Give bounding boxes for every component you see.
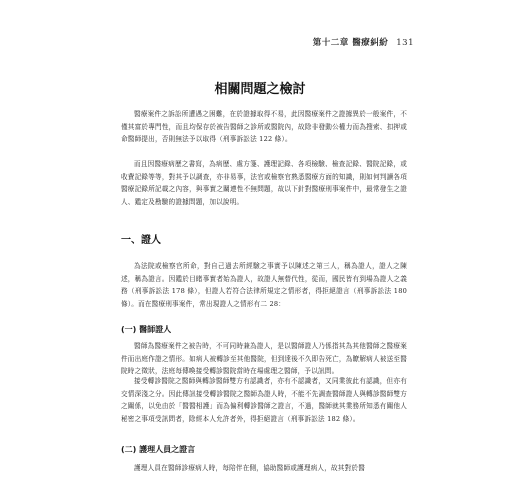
paragraph-physician-relationship: 接受轉診醫院之醫師與轉診醫師雙方有認識者，亦有不認識者，又同業彼此有認識，但亦有交情深淺之分。因此傳訊接受轉診醫院之醫師為證人時，不能不先調查醫師證人與轉診醫師雙方之關係，以免由於「醫醫相護」而為偏利轉診醫師之證言，不過，醫師就其業務所知悉有關他人秘密之事項受訊問者，除經本人允許者外，得拒絕證言（刑事訴訟法 182 條）。 <box>121 377 407 423</box>
paragraph-witness-definition: 為法院或檢察官所命，對自己過去所經驗之事實予以陳述之第三人，稱為證人，證人之陳述，稱為證言。因鑑於目睹事實者始為證人，故證人無替代性，從而，國民皆有到場為證人之義務（刑事訴訟法 178 條），但證人若符合法律所規定之情形者，得拒絕證言（刑事訴訟法 180 條）。而在醫療刑事案件，常出現證人之情形有二 28： <box>121 262 407 308</box>
section-title: 相關問題之檢討 <box>214 82 306 97</box>
heading-witness: 一、證人 <box>121 235 161 246</box>
paragraph-medical-records: 而且因醫療病歷之書寫，為病歷、處方箋、護理記錄、各項檢驗、檢查記錄、醫院記錄，或收費記錄等等，對其予以調查，亦非易事，法官或檢察官熟悉醫療方面的知識，則如何判讀各項醫療記錄所記載之內容，與事實之關連性不無問題，故以下針對醫療刑事案件中，最常發生之證人、鑑定及勘驗的證據問題，加以說明。 <box>121 160 407 206</box>
paragraph-nurse-testimony: 護理人員在醫師診療病人時，每陪伴在側，協助醫師或護理病人，故其對於醫 <box>134 464 365 472</box>
heading-nurse-testimony: (二) 護理人員之證言 <box>121 445 196 454</box>
heading-physician-witness: (一) 醫師證人 <box>121 325 172 334</box>
running-head <box>313 36 414 48</box>
paragraph-intro: 醫療案件之訴訟所遭遇之困難，在於證據取得不易，此因醫療案件之證據異於一般案件，不僅其富於專門性，而且均保存於被告醫師之診所或醫院內，故除非發動公權力而為搜索、扣押或命醫師提出，否則無法予以取得（刑事訴訟法 122 條）。 <box>121 110 407 144</box>
chapter-label: 第十二章 醫療糾紛 <box>312 38 389 48</box>
paragraph-physician-witness: 醫師為醫療案件之被告時，不可同時兼為證人，是以醫師證人乃係指其為其他醫師之醫療案件而出庭作證之情形。如病人被轉診至其他醫院，但到達後不久即告死亡，為瞭解病人被送至醫院時之徵狀，法庭每傳喚接受轉診醫院當時在場處理之醫師，予以訊問。 <box>121 342 407 376</box>
page-number: 131 <box>396 38 414 48</box>
